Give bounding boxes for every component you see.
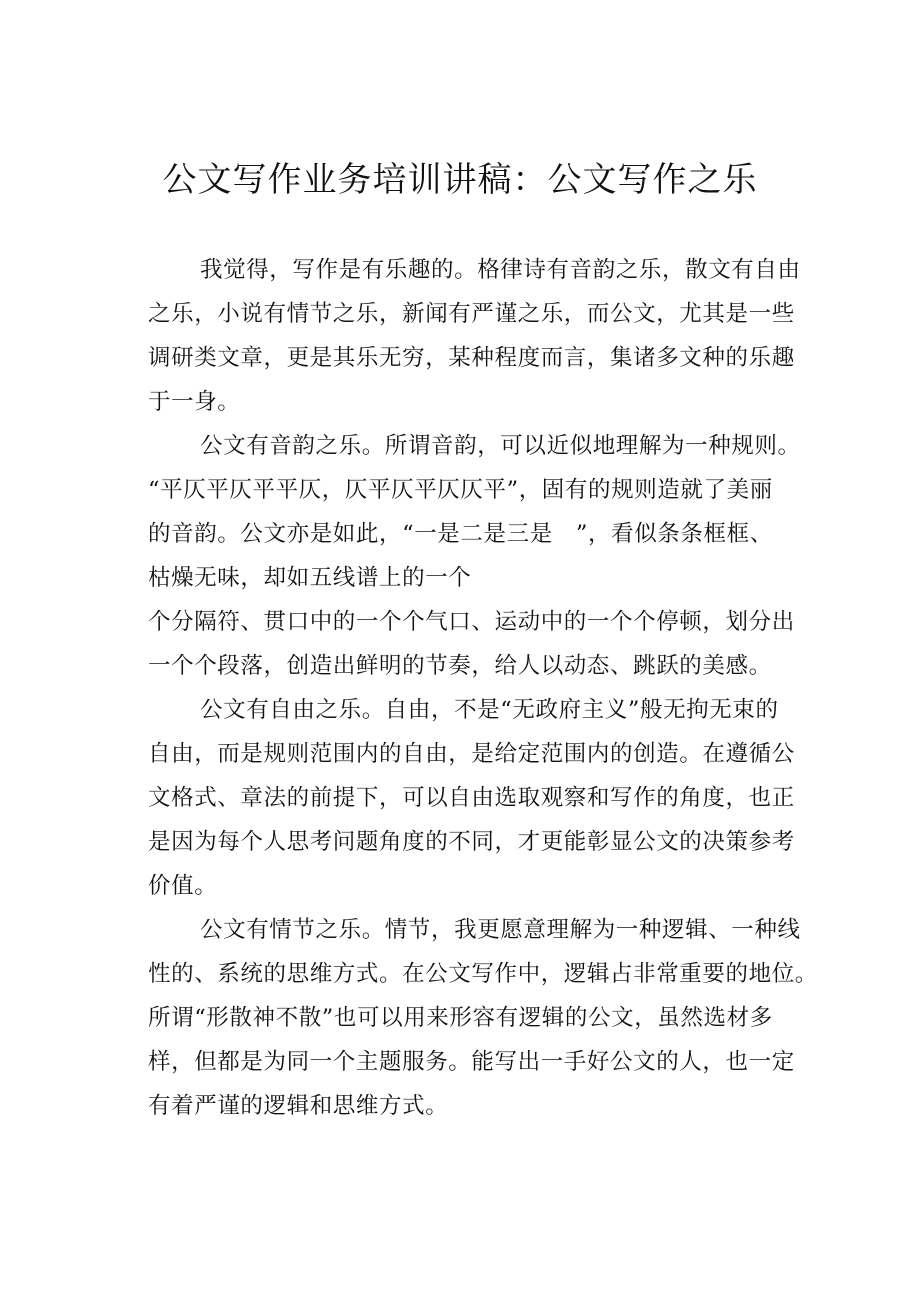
paragraph-1-line-1: 我觉得，写作是有乐趣的。格律诗有音韵之乐，散文有自由 [200, 257, 801, 283]
paragraph-2-line-1: 公文有音韵之乐。所谓音韵，可以近似地理解为一种规则。 [200, 433, 801, 459]
paragraph-4-line-4: 样，但都是为同一个主题服务。能写出一手好公文的人，也一定 [148, 1049, 795, 1075]
document-title: 公文写作业务培训讲稿：公文写作之乐 [162, 160, 758, 200]
paragraph-2-line-2: “平仄平仄平平仄，仄平仄平仄仄平”，固有的规则造就了美丽 [148, 477, 773, 503]
paragraph-1-line-3: 调研类文章，更是其乐无穷，某种程度而言，集诸多文种的乐趣 [148, 345, 795, 371]
paragraph-2-line-4: 枯燥无味，却如五线谱上的一个 [148, 565, 472, 591]
paragraph-1-line-2: 之乐，小说有情节之乐，新闻有严谨之乐，而公文，尤其是一些 [148, 301, 795, 327]
paragraph-1-line-4: 于一身。 [148, 389, 241, 415]
paragraph-2-line-6: 一个个段落，创造出鲜明的节奏，给人以动态、跳跃的美感。 [148, 653, 772, 679]
paragraph-4-line-5: 有着严谨的逻辑和思维方式。 [148, 1093, 449, 1119]
paragraph-3-line-5: 价值。 [148, 873, 218, 899]
paragraph-2-line-5: 个分隔符、贯口中的一个个气口、运动中的一个个停顿，划分出 [148, 609, 795, 635]
paragraph-3-line-4: 是因为每个人思考问题角度的不同，才更能彰显公文的决策参考 [148, 829, 795, 855]
paragraph-3-line-3: 文格式、章法的前提下，可以自由选取观察和写作的角度，也正 [148, 785, 795, 811]
paragraph-4-line-3: 所谓“形散神不散”也可以用来形容有逻辑的公文，虽然选材多 [148, 1005, 773, 1031]
paragraph-2-line-3: 的音韵。公文亦是如此，“一是二是三是 ”，看似条条框框、 [148, 521, 773, 547]
paragraph-3-line-2: 自由，而是规则范围内的自由，是给定范围内的创造。在遵循公 [148, 741, 795, 767]
paragraph-4-line-2: 性的、系统的思维方式。在公文写作中，逻辑占非常重要的地位。 [148, 961, 818, 987]
document-body [148, 248, 828, 1128]
paragraph-4-line-1: 公文有情节之乐。情节，我更愿意理解为一种逻辑、一种线 [200, 917, 801, 943]
paragraph-3-line-1: 公文有自由之乐。自由，不是“无政府主义”般无拘无束的 [200, 697, 779, 723]
